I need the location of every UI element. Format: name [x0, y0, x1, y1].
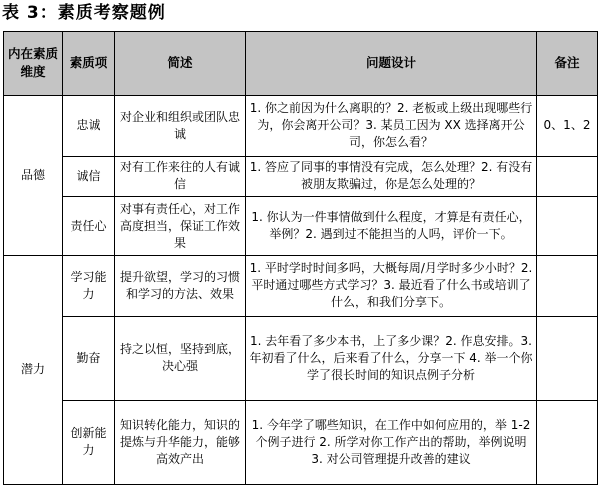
page-title: 表 3：素质考察题例	[2, 3, 166, 23]
table-header-row	[4, 32, 598, 96]
quality-table	[3, 31, 598, 485]
header-item: 素质项	[63, 32, 115, 96]
note-cell	[537, 400, 598, 484]
table-row	[4, 95, 598, 156]
note-cell: 0、1、2	[537, 95, 598, 156]
question-cell: 1. 你认为一件事情做到什么程度，才算是有责任心，举例？2. 遇到过不能担当的人吗，评价一下。	[246, 197, 537, 256]
table-row	[4, 316, 598, 400]
item-cell: 学习能力	[63, 255, 115, 316]
item-cell: 忠诚	[63, 95, 115, 156]
note-cell	[537, 197, 598, 256]
description-cell: 对有工作来往的人有诚信	[115, 156, 246, 197]
description-cell: 对事有责任心，对工作高度担当，保证工作效果	[115, 197, 246, 256]
question-cell: 1. 去年看了多少本书，上了多少课？2. 作息安排。3. 年初看了什么，后来看了什么，分享一下 4. 举一个你学了很长时间的知识点例子分析	[246, 316, 537, 400]
table-row	[4, 255, 598, 316]
category-cell: 潜力	[4, 255, 63, 484]
header-note: 备注	[537, 32, 598, 96]
description-cell: 知识转化能力，知识的提炼与升华能力，能够高效产出	[115, 400, 246, 484]
table-row	[4, 156, 598, 197]
question-cell: 1. 平时学时时间多吗，大概每周/月学时多少小时？2. 平时通过哪些方式学习？3. 最近看了什么书或培训了什么，和我们分享下。	[246, 255, 537, 316]
header-description: 简述	[115, 32, 246, 96]
table-row	[4, 400, 598, 484]
description-cell: 持之以恒，坚持到底，决心强	[115, 316, 246, 400]
description-cell: 对企业和组织或团队忠诚	[115, 95, 246, 156]
note-cell	[537, 316, 598, 400]
header-dimension: 内在素质维度	[4, 32, 63, 96]
note-cell	[537, 255, 598, 316]
note-cell	[537, 156, 598, 197]
item-cell: 诚信	[63, 156, 115, 197]
item-cell: 创新能力	[63, 400, 115, 484]
item-cell: 责任心	[63, 197, 115, 256]
item-cell: 勤奋	[63, 316, 115, 400]
table-row	[4, 197, 598, 256]
description-cell: 提升欲望，学习的习惯和学习的方法、效果	[115, 255, 246, 316]
category-cell: 品德	[4, 95, 63, 255]
question-cell: 1. 答应了同事的事情没有完成，怎么处理？2. 有没有被朋友欺骗过，你是怎么处理的？	[246, 156, 537, 197]
question-cell: 1. 今年学了哪些知识，在工作中如何应用的，举 1-2 个例子进行 2. 所学对你工作产出的帮助，举例说明 3. 对公司管理提升改善的建议	[246, 400, 537, 484]
header-question: 问题设计	[246, 32, 537, 96]
question-cell: 1. 你之前因为什么离职的？2. 老板或上级出现哪些行为，你会离开公司？3. 某员工因为 XX 选择离开公司，你怎么看？	[246, 95, 537, 156]
